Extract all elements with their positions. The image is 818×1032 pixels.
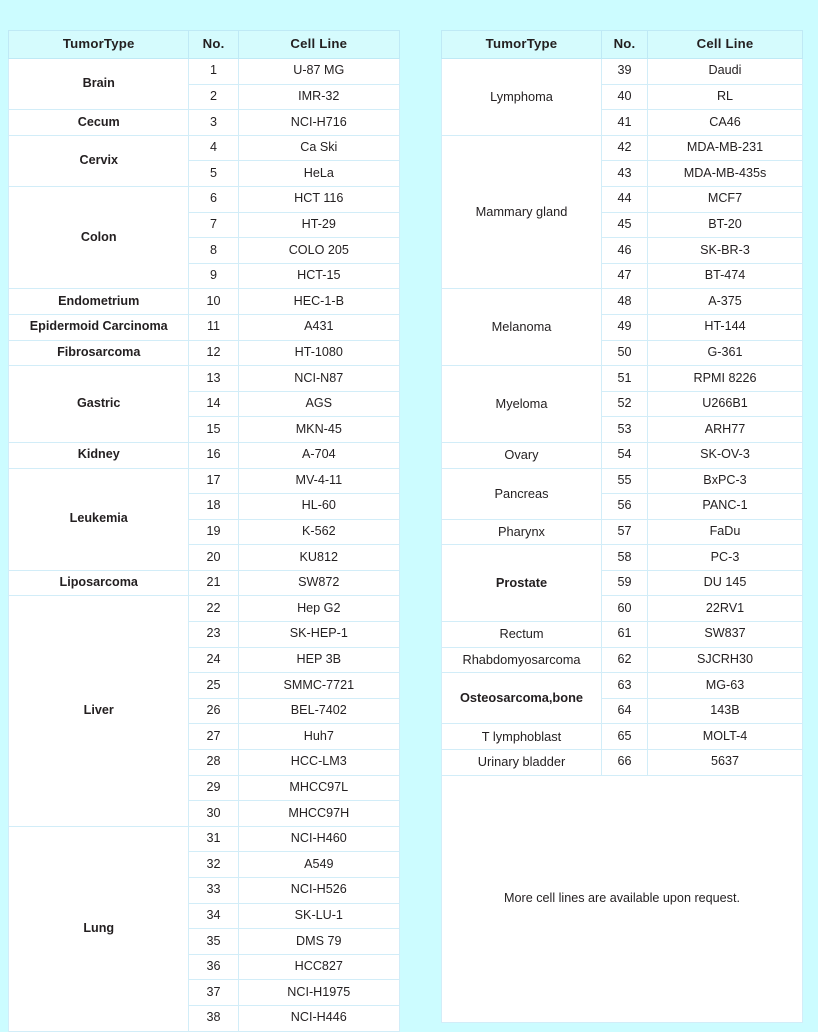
cell-line-cell: DU 145 bbox=[648, 570, 803, 596]
cell-line-cell: HCC827 bbox=[238, 954, 399, 980]
tumor-type-cell: Pharynx bbox=[442, 519, 602, 545]
cell-line-cell: PC-3 bbox=[648, 545, 803, 571]
table-row bbox=[442, 289, 803, 315]
row-number-cell: 56 bbox=[602, 494, 648, 520]
cell-line-cell: NCI-H446 bbox=[238, 1005, 399, 1031]
cell-line-cell: MKN-45 bbox=[238, 417, 399, 443]
row-number-cell: 51 bbox=[602, 366, 648, 392]
table-row bbox=[9, 314, 400, 340]
row-number-cell: 59 bbox=[602, 570, 648, 596]
row-number-cell: 61 bbox=[602, 622, 648, 648]
row-number-cell: 65 bbox=[602, 724, 648, 750]
cell-line-cell: NCI-H460 bbox=[238, 826, 399, 852]
row-number-cell: 32 bbox=[189, 852, 238, 878]
table-row bbox=[442, 647, 803, 673]
row-number-cell: 6 bbox=[189, 186, 238, 212]
cell-line-cell: HCC-LM3 bbox=[238, 750, 399, 776]
cell-line-cell: Hep G2 bbox=[238, 596, 399, 622]
cell-line-cell: SK-OV-3 bbox=[648, 442, 803, 468]
table-row bbox=[442, 673, 803, 699]
tumor-type-cell: Leukemia bbox=[9, 468, 189, 570]
cell-line-cell: HT-29 bbox=[238, 212, 399, 238]
tumor-type-cell: Mammary gland bbox=[442, 135, 602, 289]
row-number-cell: 27 bbox=[189, 724, 238, 750]
cell-line-cell: G-361 bbox=[648, 340, 803, 366]
tumor-type-cell: Colon bbox=[9, 186, 189, 288]
row-number-cell: 41 bbox=[602, 110, 648, 136]
header-no: No. bbox=[189, 31, 238, 59]
cell-line-cell: PANC-1 bbox=[648, 494, 803, 520]
header-cell-line: Cell Line bbox=[648, 31, 803, 59]
cell-line-cell: HCT-15 bbox=[238, 263, 399, 289]
row-number-cell: 43 bbox=[602, 161, 648, 187]
tumor-type-cell: Gastric bbox=[9, 366, 189, 443]
row-number-cell: 9 bbox=[189, 263, 238, 289]
tumor-type-cell: T lymphoblast bbox=[442, 724, 602, 750]
row-number-cell: 62 bbox=[602, 647, 648, 673]
cell-line-cell: 22RV1 bbox=[648, 596, 803, 622]
cell-line-cell: AGS bbox=[238, 391, 399, 417]
table-row bbox=[442, 59, 803, 85]
cell-line-cell: SK-HEP-1 bbox=[238, 622, 399, 648]
row-number-cell: 34 bbox=[189, 903, 238, 929]
row-number-cell: 33 bbox=[189, 878, 238, 904]
row-number-cell: 13 bbox=[189, 366, 238, 392]
row-number-cell: 35 bbox=[189, 929, 238, 955]
header-tumor-type: TumorType bbox=[9, 31, 189, 59]
row-number-cell: 30 bbox=[189, 801, 238, 827]
table-row bbox=[9, 468, 400, 494]
table-row bbox=[9, 826, 400, 852]
row-number-cell: 47 bbox=[602, 263, 648, 289]
row-number-cell: 29 bbox=[189, 775, 238, 801]
cell-line-cell: NCI-N87 bbox=[238, 366, 399, 392]
cell-line-cell: SW837 bbox=[648, 622, 803, 648]
row-number-cell: 58 bbox=[602, 545, 648, 571]
table-row bbox=[9, 596, 400, 622]
row-number-cell: 55 bbox=[602, 468, 648, 494]
row-number-cell: 22 bbox=[189, 596, 238, 622]
table-row bbox=[9, 135, 400, 161]
left-table-body bbox=[9, 59, 400, 1032]
tumor-type-cell: Rectum bbox=[442, 622, 602, 648]
row-number-cell: 31 bbox=[189, 826, 238, 852]
tumor-type-cell: Osteosarcoma,bone bbox=[442, 673, 602, 724]
row-number-cell: 3 bbox=[189, 110, 238, 136]
cell-line-cell: KU812 bbox=[238, 545, 399, 571]
row-number-cell: 52 bbox=[602, 391, 648, 417]
cell-line-cell: 143B bbox=[648, 698, 803, 724]
table-row bbox=[9, 570, 400, 596]
tumor-type-cell: Cervix bbox=[9, 135, 189, 186]
cell-line-cell: DMS 79 bbox=[238, 929, 399, 955]
cell-line-cell: FaDu bbox=[648, 519, 803, 545]
cell-line-cell: RPMI 8226 bbox=[648, 366, 803, 392]
table-row bbox=[442, 519, 803, 545]
table-row bbox=[9, 59, 400, 85]
row-number-cell: 53 bbox=[602, 417, 648, 443]
cell-line-table-right bbox=[441, 30, 803, 1023]
row-number-cell: 44 bbox=[602, 186, 648, 212]
row-number-cell: 11 bbox=[189, 314, 238, 340]
row-number-cell: 49 bbox=[602, 314, 648, 340]
row-number-cell: 23 bbox=[189, 622, 238, 648]
cell-line-cell: SK-BR-3 bbox=[648, 238, 803, 264]
tumor-type-cell: Pancreas bbox=[442, 468, 602, 519]
cell-line-cell: SK-LU-1 bbox=[238, 903, 399, 929]
tumor-type-cell: Urinary bladder bbox=[442, 750, 602, 776]
cell-line-cell: HEC-1-B bbox=[238, 289, 399, 315]
tumor-type-cell: Brain bbox=[9, 59, 189, 110]
tumor-type-cell: Epidermoid Carcinoma bbox=[9, 314, 189, 340]
cell-line-cell: A-375 bbox=[648, 289, 803, 315]
table-row bbox=[442, 468, 803, 494]
row-number-cell: 48 bbox=[602, 289, 648, 315]
row-number-cell: 45 bbox=[602, 212, 648, 238]
row-number-cell: 16 bbox=[189, 442, 238, 468]
cell-line-cell: HT-144 bbox=[648, 314, 803, 340]
row-number-cell: 46 bbox=[602, 238, 648, 264]
table-row bbox=[442, 135, 803, 161]
row-number-cell: 4 bbox=[189, 135, 238, 161]
row-number-cell: 57 bbox=[602, 519, 648, 545]
row-number-cell: 28 bbox=[189, 750, 238, 776]
header-tumor-type: TumorType bbox=[442, 31, 602, 59]
table-row bbox=[442, 545, 803, 571]
row-number-cell: 63 bbox=[602, 673, 648, 699]
cell-line-cell: HeLa bbox=[238, 161, 399, 187]
tumor-type-cell: Lymphoma bbox=[442, 59, 602, 136]
cell-line-cell: NCI-H1975 bbox=[238, 980, 399, 1006]
table-row bbox=[442, 442, 803, 468]
left-table-header bbox=[9, 31, 400, 59]
cell-line-cell: MG-63 bbox=[648, 673, 803, 699]
row-number-cell: 60 bbox=[602, 596, 648, 622]
table-row bbox=[442, 622, 803, 648]
cell-line-cell: A431 bbox=[238, 314, 399, 340]
cell-line-cell: ARH77 bbox=[648, 417, 803, 443]
cell-line-cell: MDA-MB-435s bbox=[648, 161, 803, 187]
cell-line-cell: MDA-MB-231 bbox=[648, 135, 803, 161]
row-number-cell: 1 bbox=[189, 59, 238, 85]
cell-line-cell: 5637 bbox=[648, 750, 803, 776]
row-number-cell: 8 bbox=[189, 238, 238, 264]
tumor-type-cell: Endometrium bbox=[9, 289, 189, 315]
cell-line-cell: IMR-32 bbox=[238, 84, 399, 110]
cell-line-cell: SMMC-7721 bbox=[238, 673, 399, 699]
note-row bbox=[442, 775, 803, 1022]
table-row bbox=[9, 340, 400, 366]
tumor-type-cell: Rhabdomyosarcoma bbox=[442, 647, 602, 673]
cell-line-cell: NCI-H526 bbox=[238, 878, 399, 904]
table-row bbox=[442, 366, 803, 392]
cell-line-cell: NCI-H716 bbox=[238, 110, 399, 136]
more-cell-lines-note: More cell lines are available upon request. bbox=[442, 775, 803, 1022]
cell-line-cell: HEP 3B bbox=[238, 647, 399, 673]
row-number-cell: 54 bbox=[602, 442, 648, 468]
header-no: No. bbox=[602, 31, 648, 59]
tumor-type-cell: Ovary bbox=[442, 442, 602, 468]
row-number-cell: 17 bbox=[189, 468, 238, 494]
cell-line-cell: Daudi bbox=[648, 59, 803, 85]
cell-line-cell: MV-4-11 bbox=[238, 468, 399, 494]
row-number-cell: 21 bbox=[189, 570, 238, 596]
row-number-cell: 64 bbox=[602, 698, 648, 724]
table-row bbox=[9, 289, 400, 315]
table-row bbox=[9, 110, 400, 136]
cell-line-cell: BxPC-3 bbox=[648, 468, 803, 494]
row-number-cell: 18 bbox=[189, 494, 238, 520]
tumor-type-cell: Prostate bbox=[442, 545, 602, 622]
header-cell-line: Cell Line bbox=[238, 31, 399, 59]
row-number-cell: 42 bbox=[602, 135, 648, 161]
table-gap-spacer bbox=[400, 30, 441, 1032]
cell-line-cell: MHCC97L bbox=[238, 775, 399, 801]
row-number-cell: 36 bbox=[189, 954, 238, 980]
row-number-cell: 50 bbox=[602, 340, 648, 366]
row-number-cell: 25 bbox=[189, 673, 238, 699]
row-number-cell: 19 bbox=[189, 519, 238, 545]
right-table-body bbox=[442, 59, 803, 1023]
cell-line-cell: BT-20 bbox=[648, 212, 803, 238]
tumor-type-cell: Liver bbox=[9, 596, 189, 826]
row-number-cell: 15 bbox=[189, 417, 238, 443]
cell-line-cell: U266B1 bbox=[648, 391, 803, 417]
tumor-type-cell: Lung bbox=[9, 826, 189, 1031]
cell-line-table-left bbox=[8, 30, 400, 1032]
row-number-cell: 39 bbox=[602, 59, 648, 85]
tumor-type-cell: Liposarcoma bbox=[9, 570, 189, 596]
table-row bbox=[9, 442, 400, 468]
tumor-type-cell: Cecum bbox=[9, 110, 189, 136]
cell-line-cell: Ca Ski bbox=[238, 135, 399, 161]
right-table-header bbox=[442, 31, 803, 59]
row-number-cell: 20 bbox=[189, 545, 238, 571]
cell-line-cell: HT-1080 bbox=[238, 340, 399, 366]
cell-line-cell: BT-474 bbox=[648, 263, 803, 289]
table-row bbox=[442, 750, 803, 776]
tumor-type-cell: Myeloma bbox=[442, 366, 602, 443]
cell-line-cell: SW872 bbox=[238, 570, 399, 596]
cell-line-cell: RL bbox=[648, 84, 803, 110]
cell-line-cell: SJCRH30 bbox=[648, 647, 803, 673]
tumor-type-cell: Kidney bbox=[9, 442, 189, 468]
cell-line-tables-container bbox=[0, 30, 818, 1032]
header-row bbox=[9, 31, 400, 59]
row-number-cell: 38 bbox=[189, 1005, 238, 1031]
table-row bbox=[442, 724, 803, 750]
cell-line-cell: BEL-7402 bbox=[238, 698, 399, 724]
header-row bbox=[442, 31, 803, 59]
cell-line-cell: CA46 bbox=[648, 110, 803, 136]
cell-line-cell: HCT 116 bbox=[238, 186, 399, 212]
row-number-cell: 37 bbox=[189, 980, 238, 1006]
cell-line-cell: U-87 MG bbox=[238, 59, 399, 85]
cell-line-cell: MCF7 bbox=[648, 186, 803, 212]
cell-line-cell: HL-60 bbox=[238, 494, 399, 520]
row-number-cell: 14 bbox=[189, 391, 238, 417]
row-number-cell: 40 bbox=[602, 84, 648, 110]
row-number-cell: 66 bbox=[602, 750, 648, 776]
table-row bbox=[9, 366, 400, 392]
table-row bbox=[9, 186, 400, 212]
row-number-cell: 7 bbox=[189, 212, 238, 238]
tumor-type-cell: Fibrosarcoma bbox=[9, 340, 189, 366]
cell-line-cell: Huh7 bbox=[238, 724, 399, 750]
row-number-cell: 10 bbox=[189, 289, 238, 315]
cell-line-cell: MHCC97H bbox=[238, 801, 399, 827]
cell-line-cell: A549 bbox=[238, 852, 399, 878]
row-number-cell: 12 bbox=[189, 340, 238, 366]
row-number-cell: 5 bbox=[189, 161, 238, 187]
right-table-pane bbox=[441, 30, 802, 1023]
cell-line-cell: A-704 bbox=[238, 442, 399, 468]
row-number-cell: 24 bbox=[189, 647, 238, 673]
left-table-pane bbox=[8, 30, 400, 1032]
tumor-type-cell: Melanoma bbox=[442, 289, 602, 366]
row-number-cell: 26 bbox=[189, 698, 238, 724]
cell-line-cell: MOLT-4 bbox=[648, 724, 803, 750]
row-number-cell: 2 bbox=[189, 84, 238, 110]
cell-line-cell: COLO 205 bbox=[238, 238, 399, 264]
cell-line-cell: K-562 bbox=[238, 519, 399, 545]
